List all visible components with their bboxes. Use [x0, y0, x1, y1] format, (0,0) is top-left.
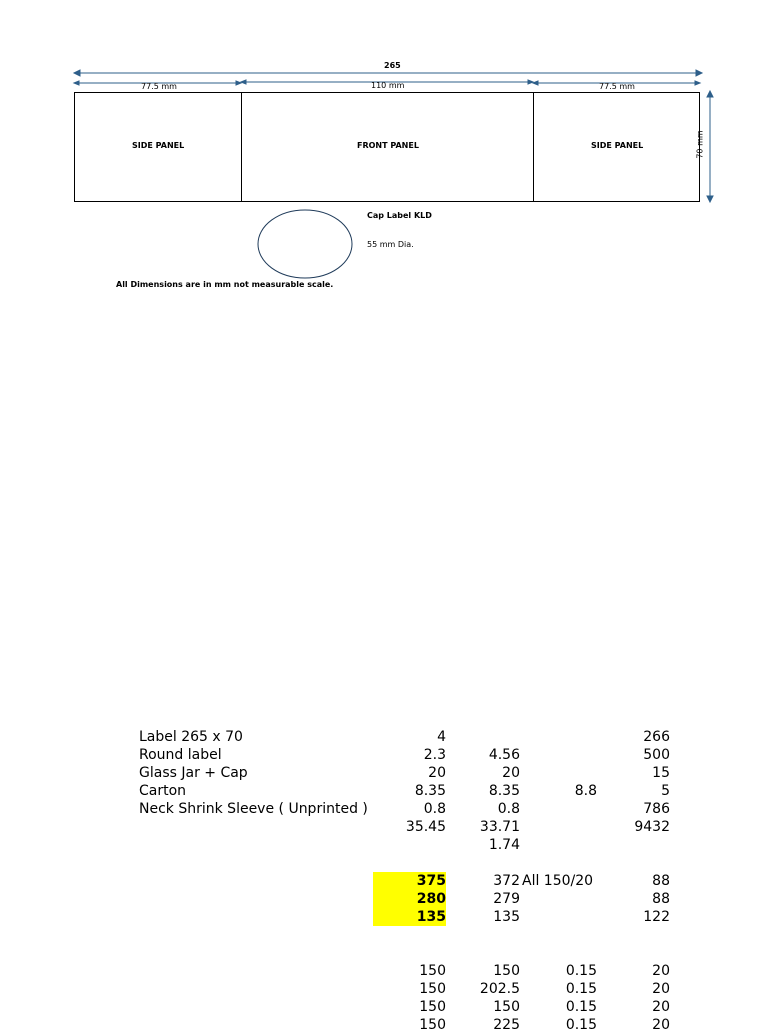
table-cell: 150	[419, 963, 446, 979]
front-panel-label: FRONT PANEL	[357, 141, 419, 150]
table-cell: Glass Jar + Cap	[139, 765, 248, 781]
table-cell: 2.3	[423, 747, 446, 763]
table-cell: 4	[437, 729, 446, 745]
right-side-width-label: 77.5 mm	[599, 82, 635, 91]
table-cell: All 150/20	[522, 873, 594, 889]
left-panel-label: SIDE PANEL	[132, 141, 185, 150]
table-cell: 8.8	[574, 783, 597, 799]
table-cell: 0.15	[565, 963, 597, 979]
table-cell: 225	[493, 1017, 520, 1033]
cap-label-diameter: 55 mm Dia.	[367, 240, 414, 249]
table-cell: 8.35	[488, 783, 520, 799]
table-cell: 150	[419, 981, 446, 997]
table-cell: 375	[373, 872, 446, 890]
table-cell: 88	[652, 891, 670, 907]
table-cell: 0.8	[423, 801, 446, 817]
table-cell: 150	[493, 999, 520, 1015]
dimensions-note: All Dimensions are in mm not measurable scale.	[116, 280, 334, 289]
table-cell: 150	[419, 1017, 446, 1033]
table-cell: Carton	[139, 783, 187, 799]
table-cell: 20	[652, 963, 670, 979]
table-cell: 500	[643, 747, 670, 763]
front-width-label: 110 mm	[371, 81, 405, 90]
table-cell: 0.8	[497, 801, 520, 817]
table-cell: 202.5	[479, 981, 520, 997]
table-cell: 20	[652, 1017, 670, 1033]
table-cell: 122	[643, 909, 670, 925]
table-cell: 4.56	[488, 747, 520, 763]
table-cell: 9432	[634, 819, 670, 835]
table-cell: Label 265 x 70	[139, 729, 243, 745]
table-cell: 135	[373, 908, 446, 926]
table-cell: 20	[652, 999, 670, 1015]
total-width-label: 265	[384, 61, 401, 70]
cost-table	[0, 728, 768, 1033]
table-cell: 20	[502, 765, 520, 781]
table-cell: 266	[643, 729, 670, 745]
table-cell: 15	[652, 765, 670, 781]
cap-label-title: Cap Label KLD	[367, 211, 432, 220]
left-side-width-label: 77.5 mm	[141, 82, 177, 91]
table-cell: 279	[493, 891, 520, 907]
table-cell: 372	[493, 873, 520, 889]
table-cell: 35.45	[405, 819, 446, 835]
table-cell: 150	[419, 999, 446, 1015]
table-cell: Round label	[139, 747, 222, 763]
table-cell: 5	[661, 783, 670, 799]
table-cell: 0.15	[565, 981, 597, 997]
table-cell: 135	[493, 909, 520, 925]
cap-label-circle	[258, 210, 352, 278]
table-cell: 1.74	[488, 837, 520, 853]
table-cell: 8.35	[414, 783, 446, 799]
table-cell: 88	[652, 873, 670, 889]
height-label: 70 mm	[695, 130, 705, 159]
table-cell: 20	[428, 765, 446, 781]
right-panel-label: SIDE PANEL	[591, 141, 644, 150]
table-cell: 280	[373, 890, 446, 908]
table-cell: 150	[493, 963, 520, 979]
table-cell: Neck Shrink Sleeve ( Unprinted )	[139, 801, 368, 817]
table-cell: 33.71	[479, 819, 520, 835]
table-cell: 20	[652, 981, 670, 997]
table-cell: 0.15	[565, 1017, 597, 1033]
table-cell: 786	[643, 801, 670, 817]
table-cell: 0.15	[565, 999, 597, 1015]
